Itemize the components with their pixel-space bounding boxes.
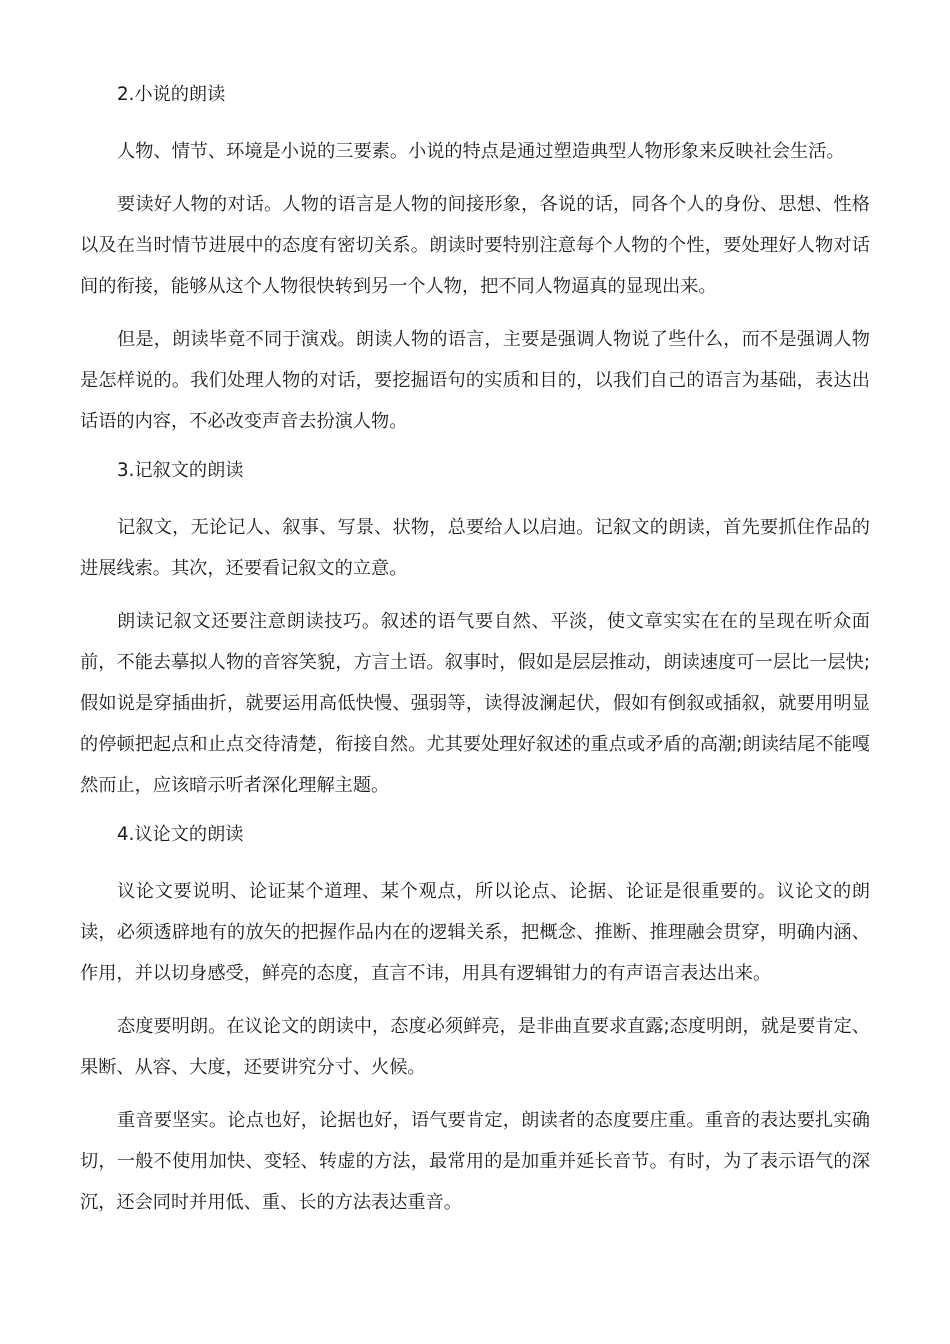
paragraph: 人物、情节、环境是小说的三要素。小说的特点是通过塑造典型人物形象来反映社会生活。 bbox=[117, 141, 845, 162]
section-heading-argumentative: 4.议论文的朗读 bbox=[117, 824, 244, 845]
paragraph: 朗读记叙文还要注意朗读技巧。叙述的语气要自然、平淡，使文章实实在在的呈现在听众面前，不能去摹拟人物的音容笑貌，方言土语。叙事时，假如是层层推动，朗读速度可一层比一层快;假如说是穿插曲折，就要运用高低快慢、强弱等，读得波澜起伏，假如有倒叙或插叙，就要用明显的停顿把起点和止点交待清楚，衔接自然。尤其要处理好叙述的重点或矛盾的高潮;朗读结尾不能嘎然而止，应该暗示听者深化理解主题。 bbox=[80, 611, 870, 796]
section-heading-narrative: 3.记叙文的朗读 bbox=[117, 460, 244, 481]
paragraph: 记叙文，无论记人、叙事、写景、状物，总要给人以启迪。记叙文的朗读，首先要抓住作品的进展线索。其次，还要看记叙文的立意。 bbox=[80, 517, 870, 579]
paragraph: 重音要坚实。论点也好，论据也好，语气要肯定，朗读者的态度要庄重。重音的表达要扎实确切，一般不使用加快、变轻、转虚的方法，最常用的是加重并延长音节。有时，为了表示语气的深沉，还会同时并用低、重、长的方法表达重音。 bbox=[80, 1110, 870, 1213]
paragraph: 议论文要说明、论证某个道理、某个观点，所以论点、论据、论证是很重要的。议论文的朗读，必须透辟地有的放矢的把握作品内在的逻辑关系，把概念、推断、推理融会贯穿，明确内涵、作用，并以切身感受，鲜亮的态度，直言不讳，用具有逻辑钳力的有声语言表达出来。 bbox=[80, 881, 870, 984]
paragraph: 要读好人物的对话。人物的语言是人物的间接形象，各说的话，同各个人的身份、思想、性格以及在当时情节进展中的态度有密切关系。朗读时要特别注意每个人物的个性，要处理好人物对话间的衔接，能够从这个人物很快转到另一个人物，把不同人物逼真的显现出来。 bbox=[80, 194, 870, 297]
paragraph: 但是，朗读毕竟不同于演戏。朗读人物的语言，主要是强调人物说了些什么，而不是强调人物是怎样说的。我们处理人物的对话，要挖掘语句的实质和目的，以我们自己的语言为基础，表达出话语的内容，不必改变声音去扮演人物。 bbox=[80, 329, 870, 432]
section-heading-novel: 2.小说的朗读 bbox=[117, 84, 226, 105]
document-body bbox=[80, 78, 870, 1235]
paragraph: 态度要明朗。在议论文的朗读中，态度必须鲜亮，是非曲直要求直露;态度明朗，就是要肯定、果断、从容、大度，还要讲究分寸、火候。 bbox=[80, 1016, 870, 1078]
